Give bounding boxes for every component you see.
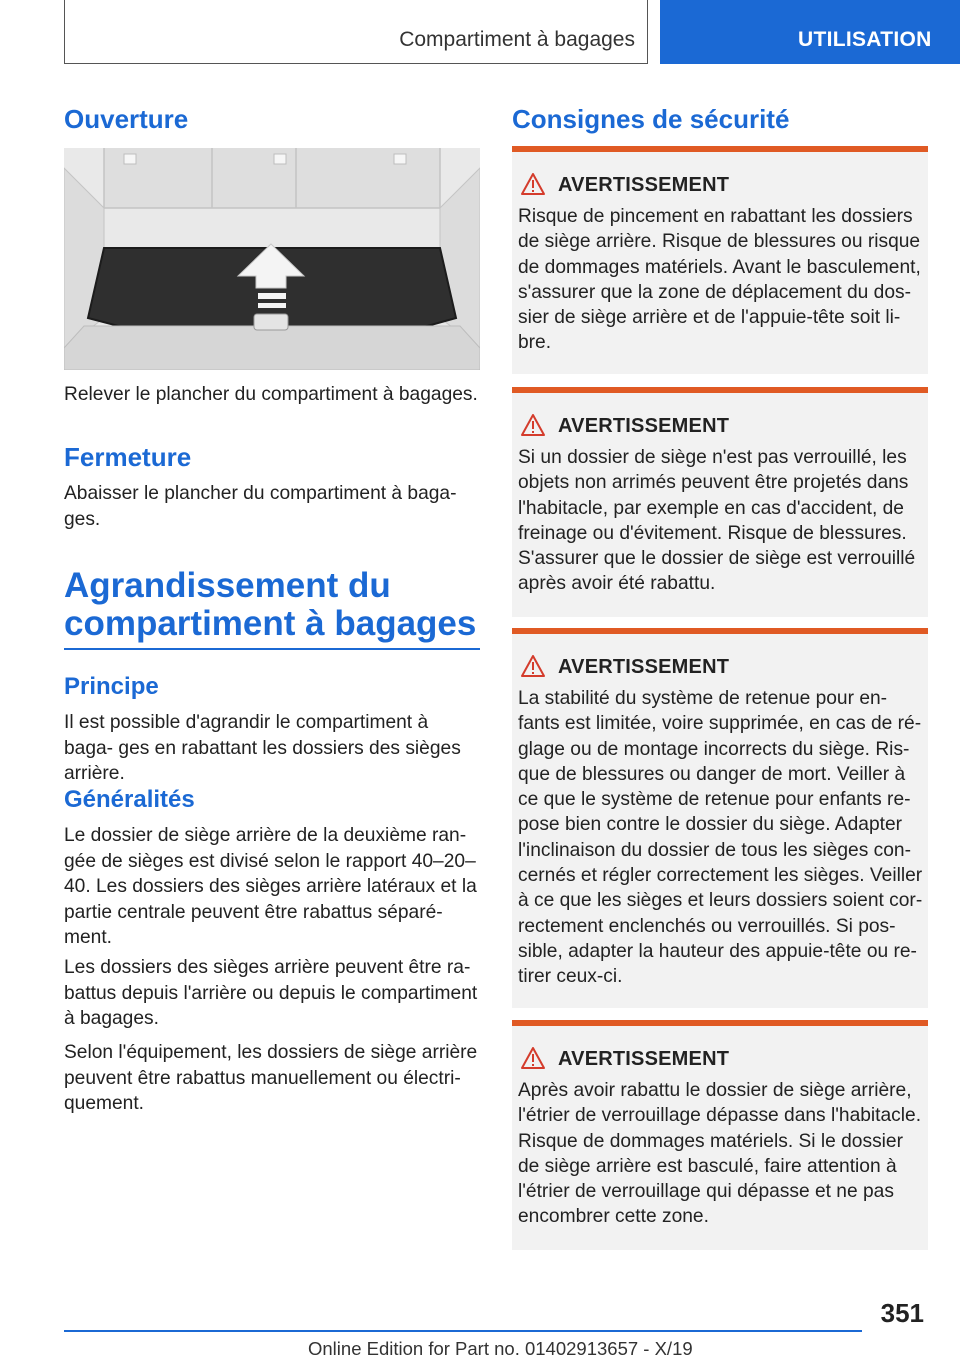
warning-text: La stabilité du système de retenue pour en‐ fants est limitée, voire supprimée, en cas de ré‐ glage ou de montage incorrects du siège. Ris‐ que de blessures ou danger de mort. Veiller à ce que le système de retenue pour enfants re‐ pose bien contre le dossier du siège. Adapter l'inclinaison du dossier de tous les sièges con‐ cernés et régler correctement les sièges. Veiller à ce que les sièges et leurs dossiers soient cor‐ rectement enclenchés ou verrouillés. Si pos‐ sible, adapter la hauteur des appuie-tête ou re‐ tirer ceux-ci.: [518, 688, 923, 988]
fermeture-text: Abaisser le plancher du compartiment à baga‐ ges.: [64, 483, 457, 530]
warning-box-1: [512, 146, 928, 374]
warning-triangle-icon: [520, 654, 546, 678]
warning-title: AVERTISSEMENT: [558, 415, 730, 437]
footer-divider: [64, 1330, 862, 1332]
safety-heading: Consignes de sécurité: [512, 104, 790, 134]
ouverture-heading: Ouverture: [64, 104, 189, 134]
header-section-box: [64, 0, 648, 64]
trunk-floor-drawing: [64, 148, 480, 370]
warning-title: AVERTISSEMENT: [558, 656, 730, 678]
warning-text: Après avoir rabattu le dossier de siège arrière, l'étrier de verrouillage dépasse dans l'habitacle. Risque de dommages matériels. Si le dossier de siège arrière est basculé, faire attention à l'étrier de verrouillage qui dépasse et ne pas encombrer cette zone.: [518, 1080, 922, 1228]
warning-title: AVERTISSEMENT: [558, 1048, 730, 1070]
warning-text: Risque de pincement en rabattant les dossiers de siège arrière. Risque de blessures ou risque de dommages matériels. Avant le basculement, s'assurer que la zone de déplacement du dos‐ sier de siège arrière et de l'appuie-tête soit li‐ bre.: [518, 206, 921, 354]
fermeture-heading: Fermeture: [64, 442, 192, 472]
section-title-line2: compartiment à bagages: [64, 604, 477, 643]
figure-caption: Relever le plancher du compartiment à bagages.: [64, 384, 478, 405]
warning-box-4: [512, 1020, 928, 1250]
header-chapter-title: UTILISATION: [798, 28, 932, 51]
generalites-paragraph-2: Les dossiers des sièges arrière peuvent être ra‐ battus depuis l'arrière ou depuis le compartiment à bagages.: [64, 957, 478, 1029]
principe-text: Il est possible d'agrandir le compartiment à baga‐ ges en rabattant les dossiers des sièges arrière.: [64, 712, 461, 784]
generalites-paragraph-3: Selon l'équipement, les dossiers de siège arrière peuvent être rabattus manuellement ou électri‐ quement.: [64, 1042, 478, 1114]
header-chapter-tab: [660, 0, 960, 64]
header-section-title: Compartiment à bagages: [399, 28, 635, 51]
section-title-line1: Agrandissement du: [64, 566, 391, 605]
footer-edition: Online Edition for Part no. 01402913657 - X/19: [308, 1338, 693, 1359]
section-divider: [64, 648, 480, 650]
principe-heading: Principe: [64, 673, 159, 700]
warning-triangle-icon: [520, 413, 546, 437]
warning-box-2: [512, 387, 928, 617]
warning-box-3: [512, 628, 928, 1008]
warning-text: Si un dossier de siège n'est pas verrouillé, les objets non arrimés peuvent être projetés dans l'habitacle, par exemple en cas d'accident, de freinage ou d'évitement. Risque de blessures. S'assurer que le dossier de siège est verrouillé après avoir été rabattu.: [518, 447, 916, 595]
page-number: 351: [880, 1298, 924, 1328]
warning-triangle-icon: [520, 1046, 546, 1070]
generalites-heading: Généralités: [64, 786, 195, 813]
warning-triangle-icon: [520, 172, 546, 196]
warning-title: AVERTISSEMENT: [558, 174, 730, 196]
trunk-floor-illustration: [64, 148, 480, 370]
generalites-paragraph-1: Le dossier de siège arrière de la deuxième ran‐ gée de sièges est divisé selon le rapport 40–20– 40. Les dossiers des sièges arrière latéraux et la partie centrale peuvent être rabattus séparé‐ ment.: [64, 825, 477, 948]
